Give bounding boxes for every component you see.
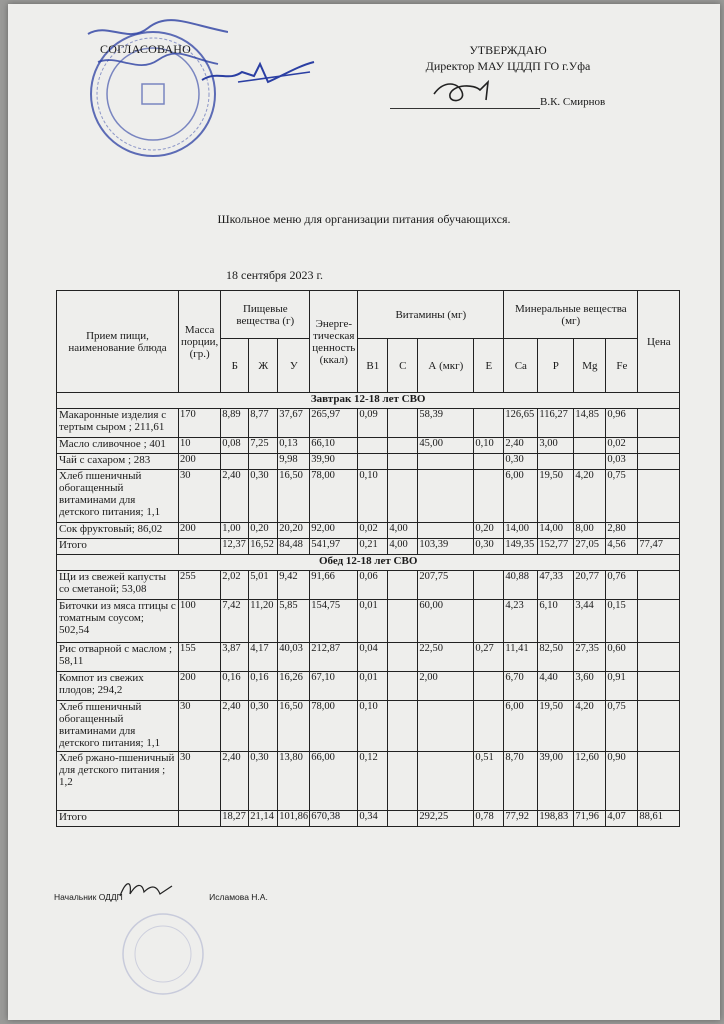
- cell-price: [638, 438, 680, 454]
- menu-date: 18 сентября 2023 г.: [226, 268, 324, 282]
- header-protein: Б: [221, 339, 249, 393]
- total-energy: 541,97: [310, 539, 358, 555]
- cell-ca: 8,70: [504, 752, 538, 811]
- cell-protein: 3,87: [221, 643, 249, 672]
- cell-vit-c: 4,00: [388, 523, 418, 539]
- header-nutrients: Пищевые вещества (г): [221, 291, 310, 339]
- table-row: [57, 438, 680, 454]
- total-energy: 670,38: [310, 811, 358, 827]
- cell-ca: 0,30: [504, 454, 538, 470]
- total-price: 77,47: [638, 539, 680, 555]
- total-vit-b1: 0,34: [358, 811, 388, 827]
- cell-vit-a: 2,00: [418, 672, 474, 701]
- cell-vit-a: [418, 701, 474, 752]
- total-carbs: 84,48: [278, 539, 310, 555]
- header-vit-a: А (мкг): [418, 339, 474, 393]
- cell-p: 4,40: [538, 672, 574, 701]
- cell-energy: 66,00: [310, 752, 358, 811]
- table-row: [57, 409, 680, 438]
- total-mg: 71,96: [574, 811, 606, 827]
- cell-fe: 0,75: [606, 470, 638, 523]
- cell-vit-a: [418, 523, 474, 539]
- table-row: [57, 701, 680, 752]
- cell-fat: 11,20: [249, 600, 278, 643]
- table-row: [57, 600, 680, 643]
- cell-vit-e: 0,20: [474, 523, 504, 539]
- director-title: Директор МАУ ЦДДП ГО г.Уфа: [425, 59, 591, 73]
- total-fat: 16,52: [249, 539, 278, 555]
- cell-ca: 14,00: [504, 523, 538, 539]
- cell-fe: 0,96: [606, 409, 638, 438]
- cell-price: [638, 600, 680, 643]
- cell-energy: 39,90: [310, 454, 358, 470]
- total-price: 88,61: [638, 811, 680, 827]
- cell-vit-e: [474, 571, 504, 600]
- cell-vit-b1: 0,01: [358, 672, 388, 701]
- cell-dish: Хлеб ржано-пшеничный для детского питания ; 1,2: [57, 752, 179, 811]
- cell-carbs: 0,13: [278, 438, 310, 454]
- cell-p: 19,50: [538, 701, 574, 752]
- cell-vit-c: [388, 409, 418, 438]
- total-fe: 4,56: [606, 539, 638, 555]
- cell-vit-c: [388, 571, 418, 600]
- cell-protein: 2,40: [221, 701, 249, 752]
- cell-price: [638, 752, 680, 811]
- cell-dish: Масло сливочное ; 401: [57, 438, 179, 454]
- header-mg: Mg: [574, 339, 606, 393]
- cell-protein: 2,40: [221, 470, 249, 523]
- cell-dish: Рис отварной с маслом ; 58,11: [57, 643, 179, 672]
- total-row: [57, 811, 680, 827]
- table-row: [57, 523, 680, 539]
- cell-fat: 4,17: [249, 643, 278, 672]
- cell-mass: 100: [179, 600, 221, 643]
- agreed-signature-icon: [198, 52, 318, 92]
- total-fat: 21,14: [249, 811, 278, 827]
- cell-mg: 4,20: [574, 470, 606, 523]
- total-mg: 27,05: [574, 539, 606, 555]
- cell-vit-a: 207,75: [418, 571, 474, 600]
- director-signature-icon: [428, 74, 508, 110]
- cell-dish: Хлеб пшеничный обогащенный витаминами для детского питания; 1,1: [57, 701, 179, 752]
- cell-vit-c: [388, 470, 418, 523]
- cell-mg: [574, 454, 606, 470]
- cell-carbs: 13,80: [278, 752, 310, 811]
- total-protein: 12,37: [221, 539, 249, 555]
- cell-dish: Макаронные изделия с тертым сыром ; 211,61: [57, 409, 179, 438]
- cell-p: 6,10: [538, 600, 574, 643]
- cell-fe: 0,60: [606, 643, 638, 672]
- approval-block: [388, 42, 628, 74]
- cell-mg: 12,60: [574, 752, 606, 811]
- cell-vit-b1: [358, 438, 388, 454]
- total-p: 152,77: [538, 539, 574, 555]
- cell-fe: 0,15: [606, 600, 638, 643]
- faint-stamp-icon: [118, 909, 208, 999]
- cell-mass: 30: [179, 752, 221, 811]
- total-row: [57, 539, 680, 555]
- document-title: Школьное меню для организации питания обучающихся.: [217, 212, 511, 226]
- cell-fat: 0,16: [249, 672, 278, 701]
- approve-label: УТВЕРЖДАЮ: [469, 43, 547, 57]
- cell-dish: Компот из свежих плодов; 294,2: [57, 672, 179, 701]
- header-price: Цена: [638, 291, 680, 393]
- cell-fe: 0,91: [606, 672, 638, 701]
- cell-vit-b1: [358, 454, 388, 470]
- cell-price: [638, 571, 680, 600]
- cell-energy: 66,10: [310, 438, 358, 454]
- cell-vit-a: [418, 454, 474, 470]
- table-row: [57, 752, 680, 811]
- header-ca: Са: [504, 339, 538, 393]
- cell-p: 14,00: [538, 523, 574, 539]
- cell-mass: 255: [179, 571, 221, 600]
- cell-mass: 30: [179, 470, 221, 523]
- total-protein: 18,27: [221, 811, 249, 827]
- cell-ca: 126,65: [504, 409, 538, 438]
- cell-mass: 200: [179, 523, 221, 539]
- cell-vit-c: [388, 438, 418, 454]
- cell-energy: 91,66: [310, 571, 358, 600]
- cell-ca: 2,40: [504, 438, 538, 454]
- section-header-row: [57, 555, 680, 571]
- cell-ca: 6,00: [504, 470, 538, 523]
- cell-fat: 0,20: [249, 523, 278, 539]
- cell-protein: 8,89: [221, 409, 249, 438]
- total-mass: [179, 539, 221, 555]
- cell-mass: 30: [179, 701, 221, 752]
- total-ca: 77,92: [504, 811, 538, 827]
- cell-p: 47,33: [538, 571, 574, 600]
- total-ca: 149,35: [504, 539, 538, 555]
- table-row: [57, 454, 680, 470]
- cell-mass: 10: [179, 438, 221, 454]
- cell-fat: 0,30: [249, 752, 278, 811]
- cell-vit-c: [388, 600, 418, 643]
- cell-mg: 8,00: [574, 523, 606, 539]
- cell-mg: 14,85: [574, 409, 606, 438]
- menu-body: [57, 393, 680, 827]
- menu-table: [56, 290, 680, 827]
- table-row: [57, 470, 680, 523]
- cell-protein: 0,16: [221, 672, 249, 701]
- cell-vit-e: [474, 470, 504, 523]
- cell-vit-b1: 0,10: [358, 701, 388, 752]
- cell-fe: 0,90: [606, 752, 638, 811]
- signature-line: [390, 108, 540, 109]
- cell-carbs: 20,20: [278, 523, 310, 539]
- header-energy: Энерге-тическая ценность (ккал): [310, 291, 358, 393]
- section-title: Обед 12-18 лет СВО: [57, 555, 680, 571]
- cell-ca: 11,41: [504, 643, 538, 672]
- cell-energy: 154,75: [310, 600, 358, 643]
- cell-vit-e: 0,10: [474, 438, 504, 454]
- cell-carbs: 40,03: [278, 643, 310, 672]
- cell-vit-b1: 0,04: [358, 643, 388, 672]
- cell-mass: 155: [179, 643, 221, 672]
- total-vit-e: 0,30: [474, 539, 504, 555]
- cell-fe: 0,03: [606, 454, 638, 470]
- cell-p: 82,50: [538, 643, 574, 672]
- footer-signature-icon: [116, 876, 176, 904]
- cell-fat: 8,77: [249, 409, 278, 438]
- agreed-label: СОГЛАСОВАНО: [100, 42, 192, 56]
- cell-vit-a: [418, 752, 474, 811]
- cell-price: [638, 672, 680, 701]
- cell-vit-e: 0,51: [474, 752, 504, 811]
- cell-mass: 170: [179, 409, 221, 438]
- cell-energy: 265,97: [310, 409, 358, 438]
- cell-vit-a: [418, 470, 474, 523]
- cell-ca: 6,70: [504, 672, 538, 701]
- document-page: [8, 4, 720, 1020]
- cell-energy: 92,00: [310, 523, 358, 539]
- cell-protein: 1,00: [221, 523, 249, 539]
- total-dish: Итого: [57, 811, 179, 827]
- cell-vit-b1: 0,12: [358, 752, 388, 811]
- total-vit-c: 4,00: [388, 539, 418, 555]
- header-minerals: Минеральные вещества (мг): [504, 291, 638, 339]
- header-vit-b1: В1: [358, 339, 388, 393]
- header-p: Р: [538, 339, 574, 393]
- cell-mg: [574, 438, 606, 454]
- header-carbs: У: [278, 339, 310, 393]
- cell-price: [638, 643, 680, 672]
- cell-vit-e: [474, 600, 504, 643]
- cell-fat: 0,30: [249, 470, 278, 523]
- cell-carbs: 16,50: [278, 701, 310, 752]
- cell-mg: 3,44: [574, 600, 606, 643]
- cell-vit-c: [388, 454, 418, 470]
- table-row: [57, 672, 680, 701]
- cell-dish: Хлеб пшеничный обогащенный витаминами для детского питания; 1,1: [57, 470, 179, 523]
- total-vit-b1: 0,21: [358, 539, 388, 555]
- cell-energy: 78,00: [310, 470, 358, 523]
- header-vit-e: Е: [474, 339, 504, 393]
- cell-carbs: 9,98: [278, 454, 310, 470]
- total-vit-e: 0,78: [474, 811, 504, 827]
- cell-carbs: 16,50: [278, 470, 310, 523]
- section-title: Завтрак 12-18 лет СВО: [57, 393, 680, 409]
- total-dish: Итого: [57, 539, 179, 555]
- cell-ca: 40,88: [504, 571, 538, 600]
- header-fe: Fe: [606, 339, 638, 393]
- cell-protein: [221, 454, 249, 470]
- cell-vit-e: [474, 672, 504, 701]
- cell-energy: 67,10: [310, 672, 358, 701]
- header-mass: Масса порции, (гр.): [179, 291, 221, 393]
- cell-fat: [249, 454, 278, 470]
- cell-ca: 6,00: [504, 701, 538, 752]
- cell-price: [638, 701, 680, 752]
- cell-dish: Биточки из мяса птицы с томатным соусом; 502,54: [57, 600, 179, 643]
- header-vit-c: С: [388, 339, 418, 393]
- cell-mg: 4,20: [574, 701, 606, 752]
- cell-vit-b1: 0,10: [358, 470, 388, 523]
- cell-vit-e: 0,27: [474, 643, 504, 672]
- cell-mass: 200: [179, 672, 221, 701]
- cell-vit-a: 22,50: [418, 643, 474, 672]
- cell-fe: 0,76: [606, 571, 638, 600]
- header-fat: Ж: [249, 339, 278, 393]
- cell-vit-c: [388, 752, 418, 811]
- total-carbs: 101,86: [278, 811, 310, 827]
- cell-vit-e: [474, 409, 504, 438]
- cell-vit-b1: 0,02: [358, 523, 388, 539]
- cell-mg: 20,77: [574, 571, 606, 600]
- cell-p: 39,00: [538, 752, 574, 811]
- cell-p: 3,00: [538, 438, 574, 454]
- cell-fe: 0,75: [606, 701, 638, 752]
- footer-name: Исламова Н.А.: [209, 892, 268, 902]
- cell-ca: 4,23: [504, 600, 538, 643]
- cell-p: [538, 454, 574, 470]
- cell-fe: 0,02: [606, 438, 638, 454]
- total-vit-a: 103,39: [418, 539, 474, 555]
- cell-fe: 2,80: [606, 523, 638, 539]
- cell-p: 19,50: [538, 470, 574, 523]
- cell-fat: 5,01: [249, 571, 278, 600]
- cell-mg: 3,60: [574, 672, 606, 701]
- cell-price: [638, 470, 680, 523]
- cell-vit-e: [474, 454, 504, 470]
- cell-dish: Сок фруктовый; 86,02: [57, 523, 179, 539]
- cell-energy: 78,00: [310, 701, 358, 752]
- cell-carbs: 5,85: [278, 600, 310, 643]
- director-name: В.К. Смирнов: [540, 96, 606, 108]
- cell-mg: 27,35: [574, 643, 606, 672]
- cell-vit-c: [388, 701, 418, 752]
- cell-vit-c: [388, 672, 418, 701]
- table-row: [57, 643, 680, 672]
- cell-fat: 0,30: [249, 701, 278, 752]
- cell-vit-a: 45,00: [418, 438, 474, 454]
- cell-dish: Щи из свежей капусты со сметаной; 53,08: [57, 571, 179, 600]
- cell-p: 116,27: [538, 409, 574, 438]
- cell-protein: 2,40: [221, 752, 249, 811]
- cell-price: [638, 523, 680, 539]
- cell-fat: 7,25: [249, 438, 278, 454]
- cell-vit-b1: 0,01: [358, 600, 388, 643]
- total-vit-c: [388, 811, 418, 827]
- cell-energy: 212,87: [310, 643, 358, 672]
- cell-dish: Чай с сахаром ; 283: [57, 454, 179, 470]
- cell-vit-a: 58,39: [418, 409, 474, 438]
- cell-carbs: 37,67: [278, 409, 310, 438]
- cell-protein: 0,08: [221, 438, 249, 454]
- section-header-row: [57, 393, 680, 409]
- header-dish: Прием пищи, наименование блюда: [57, 291, 179, 393]
- cell-protein: 7,42: [221, 600, 249, 643]
- cell-vit-e: [474, 701, 504, 752]
- header-vitamins: Витамины (мг): [358, 291, 504, 339]
- cell-vit-b1: 0,09: [358, 409, 388, 438]
- cell-vit-b1: 0,06: [358, 571, 388, 600]
- footer-position: Начальник ОДДП: [54, 892, 123, 902]
- cell-price: [638, 454, 680, 470]
- total-p: 198,83: [538, 811, 574, 827]
- cell-carbs: 9,42: [278, 571, 310, 600]
- cell-protein: 2,02: [221, 571, 249, 600]
- cell-mass: 200: [179, 454, 221, 470]
- total-vit-a: 292,25: [418, 811, 474, 827]
- cell-vit-c: [388, 643, 418, 672]
- cell-vit-a: 60,00: [418, 600, 474, 643]
- table-row: [57, 571, 680, 600]
- cell-price: [638, 409, 680, 438]
- cell-carbs: 16,26: [278, 672, 310, 701]
- total-mass: [179, 811, 221, 827]
- total-fe: 4,07: [606, 811, 638, 827]
